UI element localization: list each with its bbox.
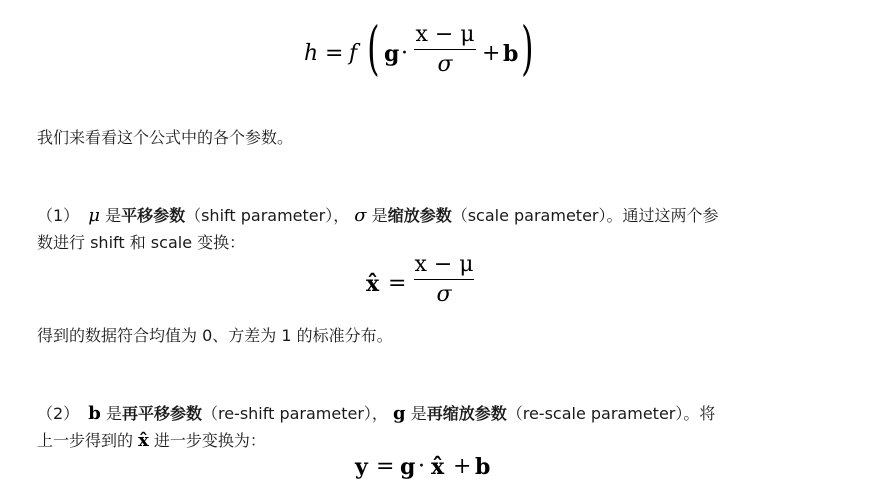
eq1-numerator: x − μ	[415, 22, 475, 47]
eq1-equals: =	[325, 41, 344, 66]
para2-term-rescale: 再缩放参数	[426, 404, 507, 423]
intro-text: 我们来看看这个公式中的各个参数。	[37, 128, 294, 147]
eq2-denominator: σ	[436, 282, 452, 307]
para1-prefix: （1）	[37, 206, 80, 225]
para2-line2	[37, 429, 266, 453]
para2-symbol-b: b	[88, 403, 101, 424]
para2-symbol-xhat: x̂	[138, 430, 149, 451]
para2-en-rescale: （re-scale parameter）。将	[506, 404, 716, 423]
para2-line2-b: 进一步变换为：	[148, 431, 266, 450]
eq1-bias: b	[503, 41, 519, 67]
eq2-numerator: x − μ	[414, 252, 474, 277]
para1-line1	[37, 204, 719, 228]
para2-term-reshift: 再平移参数	[121, 404, 202, 423]
eq3-lhs: y	[355, 454, 368, 480]
eq1-fraction-bar	[414, 49, 476, 50]
eq1-right-paren: )	[521, 14, 534, 82]
eq3-dot: ·	[418, 454, 425, 479]
eq1-gain: g	[384, 41, 400, 67]
eq2-equals: =	[388, 271, 407, 296]
para2-is1: 是	[100, 404, 122, 423]
para2-symbol-g: g	[393, 403, 406, 424]
para1-symbol-sigma: σ	[354, 205, 367, 226]
eq2-fraction-bar	[414, 279, 474, 280]
para1-is1: 是	[99, 206, 122, 225]
eq1-plus: +	[482, 41, 501, 66]
para1-line2: 数进行 shift 和 scale 变换：	[37, 233, 246, 252]
eq1-left-paren: (	[367, 14, 380, 82]
para1-en-scale: （scale parameter）。通过这两个参	[451, 206, 719, 225]
para1-term-shift: 平移参数	[121, 206, 186, 225]
para2-line2-a: 上一步得到的	[37, 431, 139, 450]
para1-is2: 是	[366, 206, 388, 225]
eq1-dot: ·	[401, 41, 408, 66]
eq2-lhs: x̂	[366, 271, 380, 297]
eq3-g: g	[400, 454, 416, 480]
eq3-plus: +	[453, 454, 472, 479]
para2-line1	[37, 402, 715, 426]
eq1-denominator: σ	[437, 52, 453, 77]
para1-symbol-mu: μ	[88, 205, 100, 226]
eq1-lhs: h	[304, 41, 319, 66]
eq2-fraction	[414, 254, 474, 306]
para1-en-shift: （shift parameter），	[185, 206, 350, 225]
para2-prefix: （2）	[37, 404, 80, 423]
result-text: 得到的数据符合均值为 0、方差为 1 的标准分布。	[37, 326, 393, 345]
eq1-func: f	[349, 41, 358, 66]
eq3-b: b	[475, 454, 491, 480]
para1-term-scale: 缩放参数	[387, 206, 452, 225]
para2-is2: 是	[405, 404, 427, 423]
eq3-equals: =	[376, 454, 395, 479]
eq1-fraction	[414, 24, 476, 76]
eq3-xhat: x̂	[431, 454, 445, 480]
para2-en-reshift: （re-shift parameter），	[201, 404, 388, 423]
